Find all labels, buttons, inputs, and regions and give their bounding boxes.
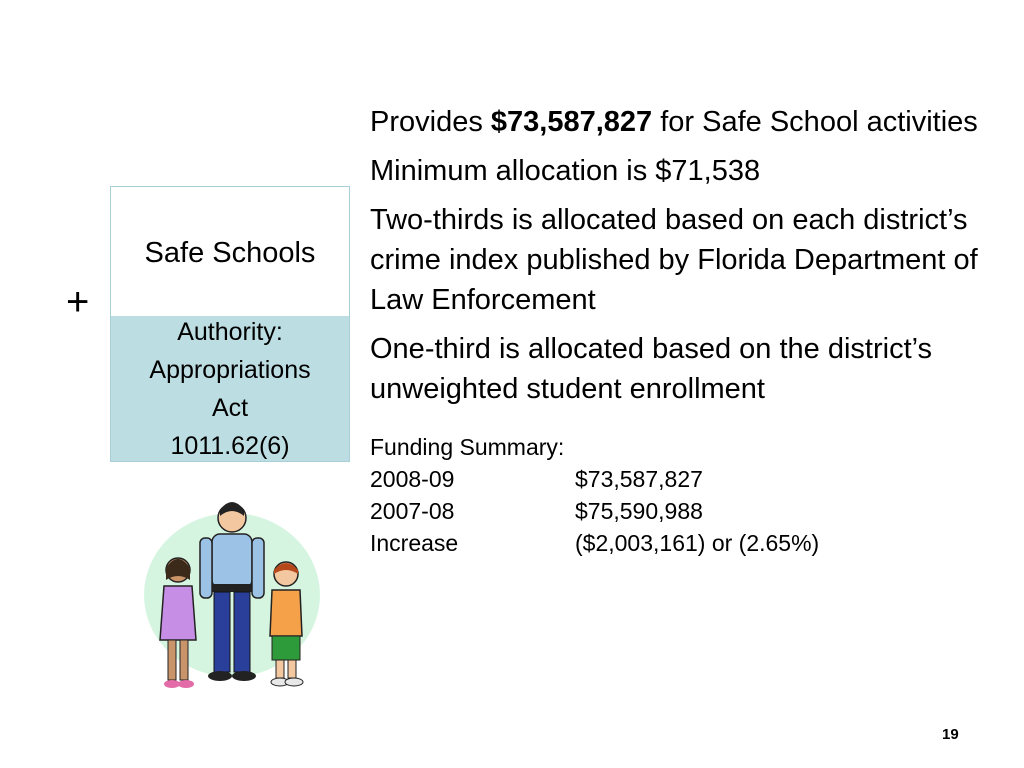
p1-amount: $73,587,827 bbox=[490, 106, 653, 138]
paragraph-minimum: Minimum allocation is $71,538 bbox=[370, 155, 761, 187]
funding-row-value: ($2,003,161) or (2.65%) bbox=[575, 530, 820, 556]
paragraph-two-thirds: Two-thirds is allocated based on each district’s crime index published by Florida Department of Law Enforcement bbox=[370, 204, 978, 316]
paragraph-funding bbox=[370, 102, 1000, 142]
funding-row bbox=[370, 495, 1000, 527]
funding-row-label: 2007-08 bbox=[370, 498, 455, 524]
paragraph-one-third: One-third is allocated based on the district’s unweighted student enrollment bbox=[370, 333, 933, 405]
main-content bbox=[370, 102, 1000, 559]
p1-prefix: Provides bbox=[370, 106, 491, 138]
funding-summary bbox=[370, 431, 1000, 559]
authority-block bbox=[111, 316, 349, 461]
funding-row-value: $73,587,827 bbox=[575, 466, 703, 492]
funding-row-value: $75,590,988 bbox=[575, 498, 703, 524]
funding-row-label: Increase bbox=[370, 530, 459, 556]
funding-row bbox=[370, 463, 1000, 495]
box-title: Safe Schools bbox=[111, 187, 349, 316]
p1-suffix: for Safe School activities bbox=[652, 106, 978, 138]
funding-summary-title: Funding Summary: bbox=[370, 434, 565, 460]
authority-line: Appropriations bbox=[149, 355, 311, 384]
authority-line: 1011.62(6) bbox=[170, 431, 290, 460]
funding-row bbox=[370, 527, 1000, 559]
authority-line: Authority: bbox=[177, 317, 283, 346]
page-number: 19 bbox=[942, 726, 959, 743]
plus-sign: + bbox=[66, 280, 90, 324]
authority-line: Act bbox=[211, 393, 249, 422]
safe-schools-box bbox=[110, 186, 350, 462]
funding-row-label: 2008-09 bbox=[370, 466, 455, 492]
police-officer-with-children-icon bbox=[140, 490, 330, 700]
